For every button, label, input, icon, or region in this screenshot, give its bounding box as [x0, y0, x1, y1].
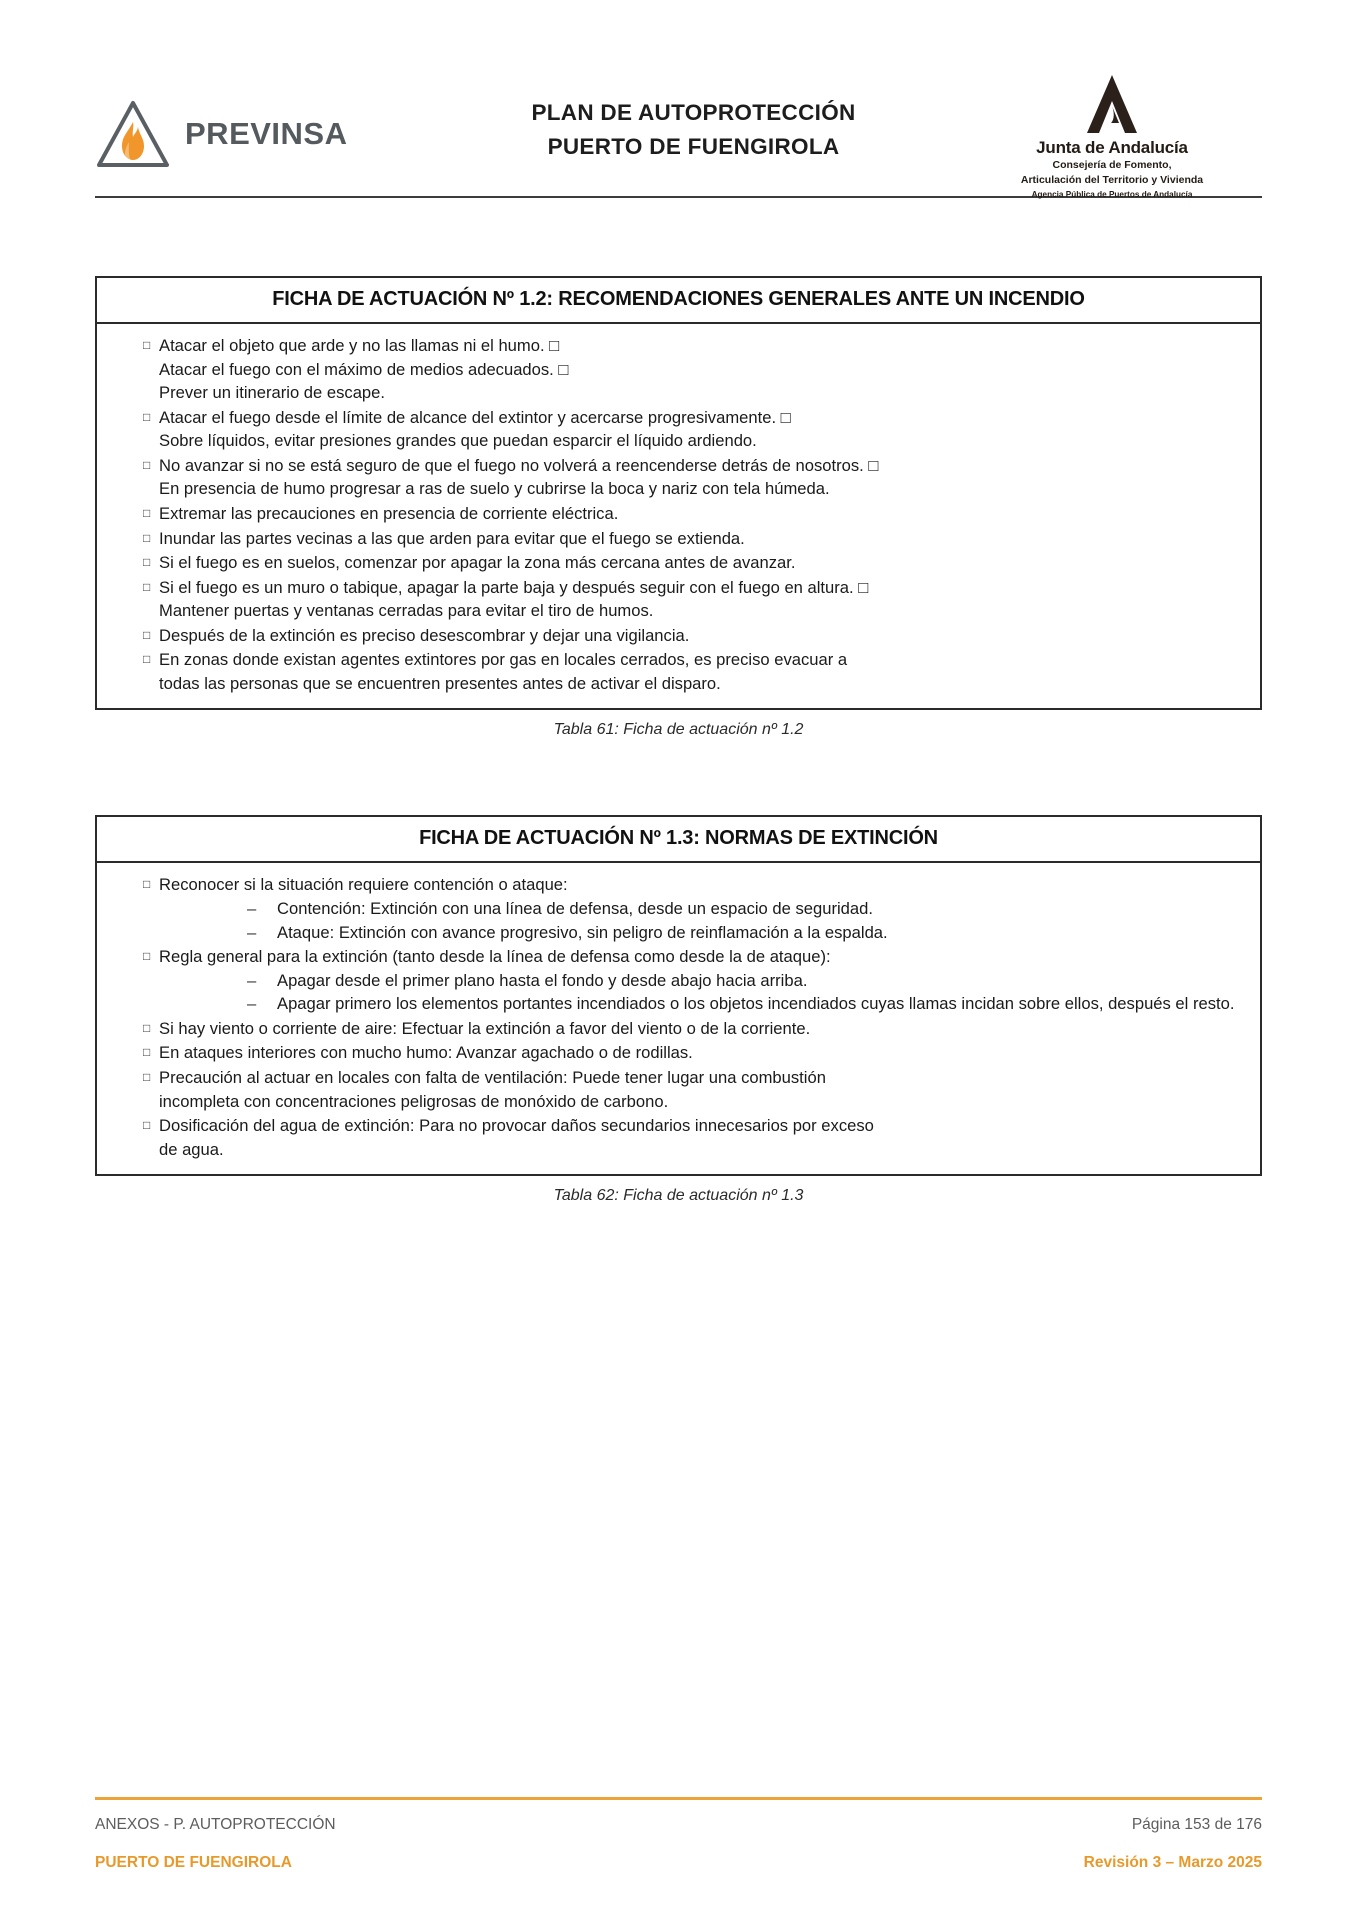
- list-item: [113, 1017, 1244, 1041]
- sub-list: [159, 897, 1244, 944]
- list-item: [113, 1066, 1244, 1113]
- square-bullet-icon: □: [143, 627, 151, 642]
- list-item-body: [159, 1066, 1244, 1113]
- previnsa-logo: [95, 98, 425, 170]
- junta-name: Junta de Andalucía: [1036, 138, 1188, 158]
- list-item-line: No avanzar si no se está seguro de que el fuego no volverá a reencenderse detrás de nosotros. □: [159, 455, 879, 475]
- ficha-1-3-list: [113, 873, 1244, 1161]
- list-item: [113, 551, 1244, 575]
- square-bullet-icon: □: [143, 949, 151, 964]
- footer-port-label: PUERTO DE FUENGIROLA: [95, 1854, 292, 1871]
- sub-list-item: [159, 921, 1244, 945]
- list-item: [113, 648, 1244, 695]
- list-item: [113, 873, 1244, 944]
- list-item-line: Reconocer si la situación requiere contención o ataque:: [159, 875, 568, 895]
- list-item-body: [159, 454, 1244, 501]
- list-item-line: de agua.: [159, 1139, 224, 1159]
- list-item-line: todas las personas que se encuentren presentes antes de activar el disparo.: [159, 673, 721, 693]
- list-item-line: En zonas donde existan agentes extintores por gas en locales cerrados, es preciso evacuar a: [159, 650, 848, 670]
- list-item-body: [159, 527, 1244, 551]
- document-title-line2: PUERTO DE FUENGIROLA: [547, 134, 840, 159]
- list-item-body: [159, 576, 1244, 623]
- list-item-line: Atacar el fuego con el máximo de medios adecuados. □: [159, 359, 569, 379]
- list-item-line: Después de la extinción es preciso desescombrar y dejar una vigilancia.: [159, 625, 690, 645]
- list-item-line: En presencia de humo progresar a ras de suelo y cubrirse la boca y nariz con tela húmeda.: [159, 479, 830, 499]
- square-bullet-icon: □: [143, 1020, 151, 1035]
- junta-a-mark-icon: [1081, 73, 1143, 135]
- list-item-body: [159, 945, 1244, 1016]
- ficha-1-3-title: FICHA DE ACTUACIÓN Nº 1.3: NORMAS DE EXTINCIÓN: [97, 817, 1260, 863]
- square-bullet-icon: □: [143, 530, 151, 545]
- page-footer: [95, 1797, 1262, 1872]
- list-item-body: [159, 551, 1244, 575]
- dash-bullet-icon: –: [247, 899, 257, 918]
- square-bullet-icon: □: [143, 877, 151, 892]
- brand-name: PREVINSA: [185, 116, 348, 151]
- list-item: [113, 454, 1244, 501]
- list-item-body: [159, 873, 1244, 944]
- list-item-body: [159, 1017, 1244, 1041]
- list-item-line: Inundar las partes vecinas a las que arden para evitar que el fuego se extienda.: [159, 528, 745, 548]
- dash-bullet-icon: –: [247, 970, 257, 990]
- list-item-body: [159, 406, 1244, 453]
- square-bullet-icon: □: [143, 652, 151, 667]
- sub-list-item-text: Contención: Extinción con una línea de defensa, desde un espacio de seguridad.: [277, 899, 873, 918]
- square-bullet-icon: □: [143, 555, 151, 570]
- list-item-body: [159, 648, 1244, 695]
- flame-triangle-icon: [95, 98, 171, 170]
- sub-list-item-text: Apagar desde el primer plano hasta el fondo y desde abajo hacia arriba.: [277, 970, 808, 990]
- list-item-line: incompleta con concentraciones peligrosas de monóxido de carbono.: [159, 1091, 669, 1111]
- junta-subtitle-line2: Articulación del Territorio y Vivienda: [1020, 173, 1204, 186]
- list-item-line: Extremar las precauciones en presencia de corriente eléctrica.: [159, 503, 619, 523]
- footer-divider: [95, 1797, 1262, 1800]
- list-item-line: Mantener puertas y ventanas cerradas para evitar el tiro de humos.: [159, 601, 654, 621]
- junta-subtitle-line3: Agencia Pública de Puertos de Andalucía: [1031, 189, 1193, 199]
- junta-subtitle-line1: Consejería de Fomento,: [1052, 159, 1172, 172]
- list-item: [113, 1041, 1244, 1065]
- sub-list-item-text: Ataque: Extinción con avance progresivo, sin peligro de reinflamación a la espalda.: [277, 922, 888, 942]
- square-bullet-icon: □: [143, 338, 151, 352]
- list-item-line: Si hay viento o corriente de aire: Efectuar la extinción a favor del viento o de la corriente.: [159, 1018, 811, 1038]
- dash-bullet-icon: –: [247, 994, 257, 1014]
- sub-list: [159, 969, 1244, 1016]
- list-item-line: Atacar el objeto que arde y no las llamas ni el humo. □: [159, 336, 560, 355]
- list-item-line: En ataques interiores con mucho humo: Avanzar agachado o de rodillas.: [159, 1043, 693, 1063]
- list-item-line: Prever un itinerario de escape.: [159, 383, 385, 403]
- list-item-body: [159, 1041, 1244, 1065]
- document-title-line1: PLAN DE AUTOPROTECCIÓN: [531, 99, 856, 125]
- list-item-body: [159, 334, 1244, 405]
- list-item-body: [159, 1114, 1244, 1161]
- page-content: [0, 198, 1357, 1205]
- list-item-body: [159, 502, 1244, 526]
- list-item: [113, 334, 1244, 405]
- list-item-line: Atacar el fuego desde el límite de alcance del extintor y acercarse progresivamente. □: [159, 407, 791, 427]
- list-item-line: Regla general para la extinción (tanto desde la línea de defensa como desde la de ataque):: [159, 947, 831, 967]
- footer-revision: Revisión 3 – Marzo 2025: [1083, 1854, 1262, 1871]
- square-bullet-icon: □: [143, 1045, 151, 1060]
- ficha-1-2-box: [95, 276, 1262, 710]
- list-item-body: [159, 624, 1244, 648]
- footer-section-label: ANEXOS - P. AUTOPROTECCIÓN: [95, 1816, 336, 1833]
- list-item: [113, 1114, 1244, 1161]
- list-item: [113, 527, 1244, 551]
- list-item: [113, 624, 1244, 648]
- square-bullet-icon: □: [143, 457, 151, 472]
- sub-list-item: [159, 969, 1244, 993]
- square-bullet-icon: □: [143, 409, 151, 424]
- square-bullet-icon: □: [143, 1118, 151, 1133]
- sub-list-item: [159, 897, 1244, 921]
- ficha-1-2-list: [113, 334, 1244, 695]
- list-item-line: Dosificación del agua de extinción: Para no provocar daños secundarios innecesarios por exceso: [159, 1116, 874, 1136]
- page-header: [0, 0, 1357, 199]
- ficha-1-3-box: [95, 815, 1262, 1176]
- square-bullet-icon: □: [143, 1069, 151, 1084]
- ficha-1-2-caption: Tabla 61: Ficha de actuación nº 1.2: [553, 721, 804, 739]
- square-bullet-icon: □: [143, 505, 151, 520]
- ficha-1-3-caption: Tabla 62: Ficha de actuación nº 1.3: [553, 1187, 804, 1205]
- list-item-line: Precaución al actuar en locales con falta de ventilación: Puede tener lugar una combustión: [159, 1067, 826, 1087]
- list-item-line: Si el fuego es un muro o tabique, apagar la parte baja y después seguir con el fuego en altura. □: [159, 577, 869, 597]
- junta-de-andalucia-logo: [962, 69, 1262, 199]
- list-item: [113, 945, 1244, 1016]
- list-item: [113, 502, 1244, 526]
- footer-page-number: Página 153 de 176: [1131, 1816, 1262, 1833]
- square-bullet-icon: □: [143, 579, 151, 594]
- list-item: [113, 576, 1244, 623]
- sub-list-item-text: Apagar primero los elementos portantes incendiados o los objetos incendiados cuyas llamas incidan sobre ellos, después el resto.: [277, 994, 1235, 1014]
- ficha-1-2-title: FICHA DE ACTUACIÓN Nº 1.2: RECOMENDACIONES GENERALES ANTE UN INCENDIO: [97, 278, 1260, 324]
- list-item-line: Si el fuego es en suelos, comenzar por apagar la zona más cercana antes de avanzar.: [159, 553, 796, 573]
- document-title: [425, 96, 962, 172]
- dash-bullet-icon: –: [247, 922, 257, 942]
- list-item: [113, 406, 1244, 453]
- list-item-line: Sobre líquidos, evitar presiones grandes que puedan esparcir el líquido ardiendo.: [159, 431, 757, 451]
- sub-list-item: [159, 992, 1244, 1016]
